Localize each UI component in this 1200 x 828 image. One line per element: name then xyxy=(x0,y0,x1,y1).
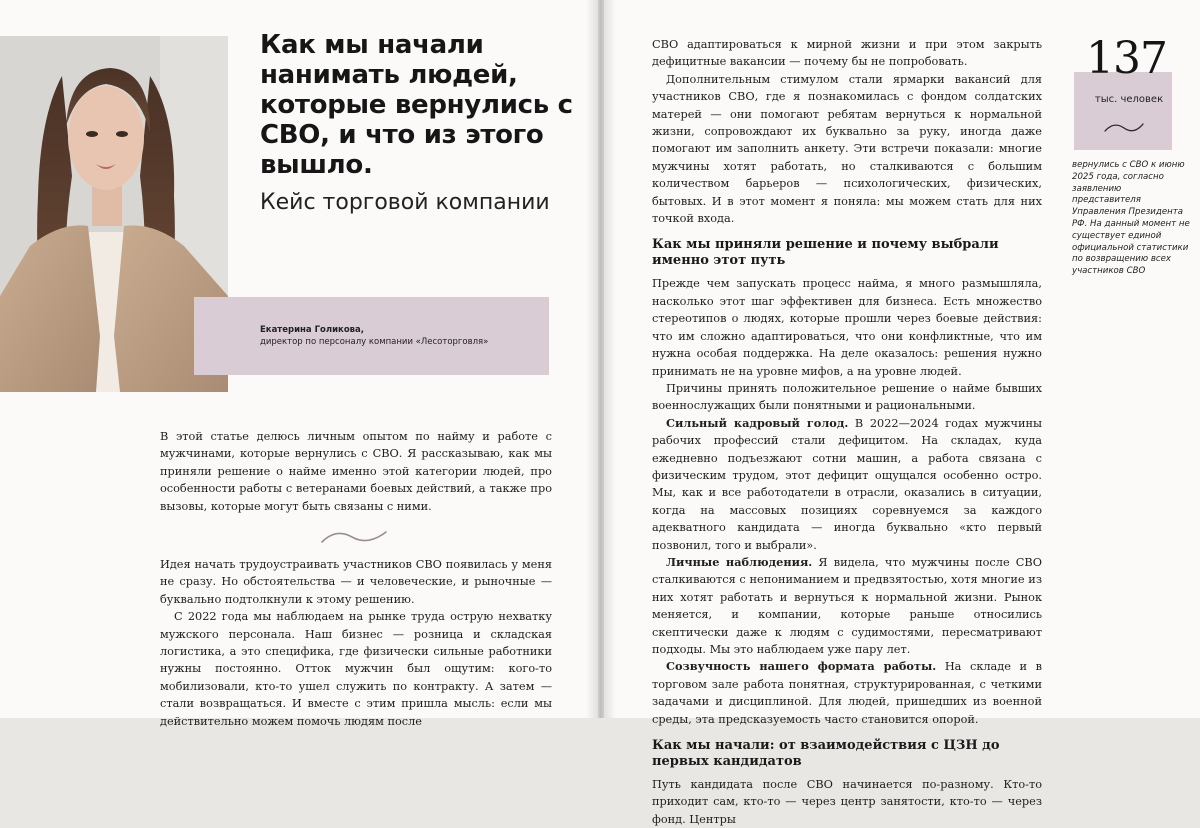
left-body-column xyxy=(160,556,552,730)
body-paragraph: Созвучность нашего формата работы. На складе и в торговом зале работа понятная, структурированная, с четкими задачами и дисциплиной. Для людей, пришедших из военной среды, эта предсказуемость часто становится опорой. xyxy=(652,659,1043,726)
section-heading: Как мы начали: от взаимодействия с ЦЗН до первых кандидатов xyxy=(652,738,1000,770)
author-role: директор по персоналу компании «Лесоторговля» xyxy=(260,337,489,347)
body-paragraph: Идея начать трудоустраивать участников СВО появилась у меня не сразу. Но обстоятельства — и человеческие, и рыночные — буквально подтолкнули к этому решению. xyxy=(160,558,552,606)
body-paragraph: Личные наблюдения. Я видела, что мужчины после СВО сталкиваются с непониманием и предвзятостью, хотя многие из них хотят работать и вернуться к нормальной жизни. Рынок меняется, и компании, которые раньше относились скептически даже к людям с судимостями, пересматривают подходы. Мы это наблюдаем уже пару лет. xyxy=(652,554,1042,656)
body-paragraph: Путь кандидата после СВО начинается по-разному. Кто-то приходит сам, кто-то — через центр занятости, кто-то — через фонд. Центры xyxy=(652,778,1042,826)
lead-in-bold: Личные наблюдения. xyxy=(666,554,813,569)
article-title: Как мы начали нанимать людей, которые вернулись с СВО, и что из этого вышло. xyxy=(260,30,573,180)
intro-paragraph: В этой статье делюсь личным опытом по найму и работе с мужчинами, которые вернулись с СВО. Я рассказываю, как мы приняли решение о найме именно этой категории людей, про особенности работы с ветеранами боевых действий, а также про вызовы, которые могут быть связаны с ними. xyxy=(160,430,552,513)
stat-number: 137 xyxy=(1086,33,1167,84)
left-page xyxy=(0,0,598,728)
body-paragraph: СВО адаптироваться к мирной жизни и при этом закрыть дефицитные вакансии — почему бы не попробовать. xyxy=(652,38,1042,69)
right-page xyxy=(604,0,1200,826)
article-subtitle: Кейс торговой компании xyxy=(260,190,550,215)
body-paragraph: Причины принять положительное решение о найме бывших военнослужащих были понятными и рациональными. xyxy=(652,381,1042,413)
stat-note: вернулись с СВО к июню 2025 года, согласно заявлению представителя Управления Президента РФ. На данный момент не существует единой официальной статистики по возвращению всех участников СВО xyxy=(1072,160,1190,277)
lead-in-bold: Созвучность нашего формата работы. xyxy=(666,659,937,674)
swirl-icon xyxy=(318,524,390,550)
author-name: Екатерина Голикова, xyxy=(260,325,365,335)
lead-in-bold: Сильный кадровый голод. xyxy=(666,415,849,430)
body-paragraph: Дополнительным стимулом стали ярмарки вакансий для участников СВО, где я познакомилась с фондом солдатских матерей — они помогают ребятам вернуться к нормальной жизни, сопровождают их буквально за руку, иногда даже помогают им заполнить анкету. Эти встречи показали: многие мужчины хотят работать, но сталкиваются с большим количеством барьеров — психологических, физических, бытовых. И в этот момент я поняла: мы можем стать для них точкой входа. xyxy=(652,72,1042,226)
section-heading: Как мы приняли решение и почему выбрали именно этот путь xyxy=(652,237,999,269)
right-body-column xyxy=(652,36,1042,828)
body-paragraph: Прежде чем запускать процесс найма, я много размышляла, насколько этот шаг эффективен для бизнеса. Есть множество стереотипов о людях, которые прошли через боевые действия: что им сложно адаптироваться, что они конфликтные, что им нужна особая поддержка. На деле оказалось: решения нужно принимать не на уровне мифов, а на уровне людей. xyxy=(652,277,1042,378)
body-paragraph: Сильный кадровый голод. В 2022—2024 годах мужчины рабочих профессий стали дефицитом. На складах, куда ежедневно подъезжают сотни машин, а работа связана с физическим трудом, этот дефицит ощущался особенно остро. Мы, как и все работодатели в отрасли, оказались в ситуации, когда на массовых позициях соревнуемся за каждого адекватного кандидата — иногда буквально «кто первый позвонил, того и выбрали». xyxy=(652,415,1042,552)
body-paragraph: С 2022 года мы наблюдаем на рынке труда острую нехватку мужского персонала. Наш бизнес — розница и складская логистика, а это специфика, где физически сильные работники нужны постоянно. Отток мужчин был ощутим: кого-то мобилизовали, кто-то ушел служить по контракту. А затем — стали возвращаться. И вместе с этим пришла мысль: если мы действительно можем помочь людям после xyxy=(160,610,552,728)
stat-unit: тыс. человек xyxy=(1094,94,1164,105)
author-box xyxy=(194,297,549,375)
swirl-icon xyxy=(1102,118,1146,138)
